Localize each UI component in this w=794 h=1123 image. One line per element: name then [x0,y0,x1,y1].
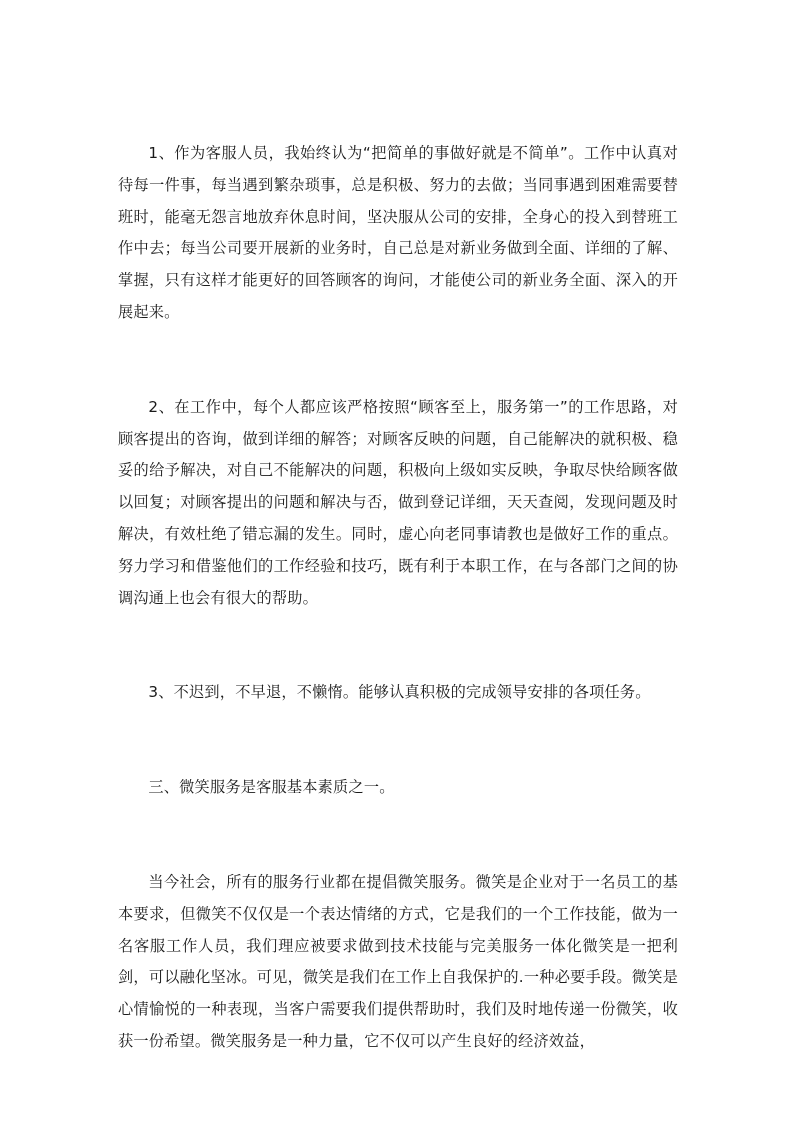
section-heading-3: 三、微笑服务是客服基本素质之一。 [148,778,395,797]
paragraph-2: 2、在工作中，每个人都应该严格按照“顾客至上，服务第一”的工作思路，对顾客提出的咨询，做到详细的解答；对顾客反映的问题，自己能解决的就积极、稳妥的给予解决，对自己不能解决的问题，积极向上级如实反映，争取尽快给顾客做以回复；对顾客提出的问题和解决与否，做到登记详细，天天查阅，发现问题及时解决，有效杜绝了错忘漏的发生。同时，虚心向老同事请教也是做好工作的重点。努力学习和借鉴他们的工作经验和技巧，既有利于本职工作，在与各部门之间的协调沟通上也会有很大的帮助。 [118,397,678,607]
paragraph-3: 3、不迟到，不早退，不懒惰。能够认真积极的完成领导安排的各项任务。 [148,683,651,702]
paragraph-4: 当今社会，所有的服务行业都在提倡微笑服务。微笑是企业对于一名员工的基本要求，但微笑不仅仅是一个表达情绪的方式，它是我们的一个工作技能，做为一名客服工作人员，我们理应被要求做到技术技能与完美服务一体化微笑是一把利剑，可以融化坚冰。可见，微笑是我们在工作上自我保护的.一种必要手段。微笑是心情愉悦的一种表现，当客户需要我们提供帮助时，我们及时地传递一份微笑，收获一份希望。微笑服务是一种力量，它不仅可以产生良好的经济效益， [118,872,678,1050]
document-body [118,138,678,1058]
paragraph-1: 1、作为客服人员，我始终认为“把简单的事做好就是不简单”。工作中认真对待每一件事，每当遇到繁杂琐事，总是积极、努力的去做；当同事遇到困难需要替班时，能毫无怨言地放弃休息时间，坚决服从公司的安排，全身心的投入到替班工作中去；每当公司要开展新的业务时，自己总是对新业务做到全面、详细的了解、掌握，只有这样才能更好的回答顾客的询问，才能使公司的新业务全面、深入的开展起来。 [118,144,678,321]
